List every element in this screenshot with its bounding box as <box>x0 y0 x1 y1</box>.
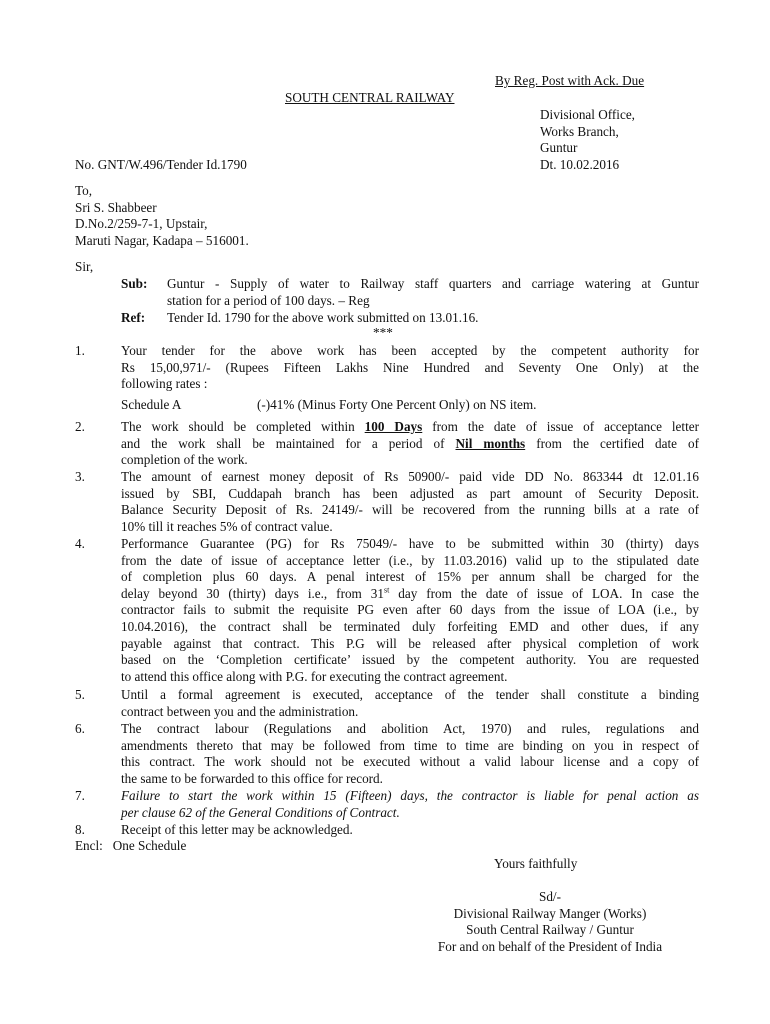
schedule-label: Schedule A <box>121 397 182 412</box>
point-line: Balance Security Deposit of Rs. 24149/- will be recovered from the running bills at a rate of <box>121 502 699 518</box>
point-line <box>121 419 699 436</box>
point-2 <box>121 419 699 469</box>
point-number: 6. <box>75 721 85 736</box>
point-line: Your tender for the above work has been accepted by the competent authority for <box>121 343 699 358</box>
addressee-name: Sri S. Shabbeer <box>75 199 157 215</box>
point-line: Failure to start the work within 15 (Fifteen) days, the contractor is liable for penal action as <box>121 788 699 803</box>
point-1 <box>121 343 699 393</box>
point-number: 2. <box>75 419 85 434</box>
text-run: The work should be completed within <box>121 419 365 434</box>
point-line: The contract labour (Regulations and abolition Act, 1970) and rules, regulations and <box>121 721 699 736</box>
point-line: per clause 62 of the General Conditions of Contract. <box>121 804 400 820</box>
addressee-to: To, <box>75 183 93 198</box>
point-7 <box>121 788 699 821</box>
subject-line: Guntur - Supply of water to Railway staff quarters and carriage watering at Guntur <box>167 276 699 291</box>
salutation: Sir, <box>75 259 94 274</box>
post-mode: By Reg. Post with Ack. Due <box>495 73 645 88</box>
yours-faithfully: Yours faithfully <box>494 856 578 871</box>
schedule-value: (-)41% (Minus Forty One Percent Only) on NS item. <box>257 397 537 412</box>
text-run: day from the date of issue of LOA. In case the <box>389 585 699 601</box>
enclosure: Encl: One Schedule <box>75 838 187 853</box>
point-line: amendments thereto that may be followed from time to time are binding on you in respect of <box>121 737 699 753</box>
point-line: Performance Guarantee (PG) for Rs 75049/- have to be submitted within 30 (thirty) days <box>121 536 699 551</box>
point-line: contractor fails to submit the requisite PG even after 60 days from the issue of LOA (i.e., by <box>121 602 699 618</box>
point-line: based on the ‘Completion certificate’ issued by the competent authority. You are requested <box>121 652 699 668</box>
point-line: following rates : <box>121 376 208 392</box>
point-line: completion of the work. <box>121 452 248 468</box>
point-number: 4. <box>75 536 85 551</box>
point-line: the same to be forwarded to this office for record. <box>121 770 383 786</box>
point-number: 5. <box>75 687 85 702</box>
addressee-line: Maruti Nagar, Kadapa – 516001. <box>75 232 249 248</box>
duration-days: 100 Days <box>364 419 423 434</box>
letter-date: Dt. 10.02.2016 <box>540 156 620 172</box>
point-line: payable against that contract. This P.G will be released after physical completion of work <box>121 635 699 651</box>
point-number: 3. <box>75 469 85 484</box>
point-number: 8. <box>75 822 85 837</box>
reference-number: No. GNT/W.496/Tender Id.1790 <box>75 157 247 172</box>
ref-text: Tender Id. 1790 for the above work submitted on 13.01.16. <box>167 310 479 325</box>
office-line: Works Branch, <box>540 123 619 139</box>
office-address <box>540 107 635 173</box>
separator: *** <box>373 325 393 340</box>
subject-label: Sub: <box>121 276 148 291</box>
text-run: from the certified date of <box>525 435 700 451</box>
point-number: 7. <box>75 788 85 803</box>
point-line <box>121 436 699 453</box>
on-behalf: For and on behalf of the President of India <box>437 938 663 954</box>
point-line: to attend this office along with P.G. for executing the contract agreement. <box>121 668 508 684</box>
addressee-line: D.No.2/259-7-1, Upstair, <box>75 216 208 232</box>
addressee-block <box>75 183 249 249</box>
point-line: Rs 15,00,971/- (Rupees Fifteen Lakhs Nine Hundred and Seventy One Only) at the <box>121 359 699 375</box>
point-line: contract between you and the administration. <box>121 703 359 719</box>
text-run: and the work shall be maintained for a period of <box>121 435 456 451</box>
point-line <box>121 586 699 603</box>
point-6 <box>121 721 699 787</box>
point-line: of completion plus 60 days. A penal interest of 15% per annum shall be charged for the <box>121 569 699 585</box>
point-line: this contract. The work should not be executed without a valid labour license and a copy of <box>121 754 699 770</box>
office-line: Guntur <box>540 140 578 156</box>
designation: Divisional Railway Manger (Works) <box>453 905 647 921</box>
point-line: 10% till it reaches 5% of contract value. <box>121 518 333 534</box>
text-run: from the date of issue of acceptance letter <box>422 419 699 434</box>
office-line: Divisional Office, <box>540 107 635 122</box>
point-line: The amount of earnest money deposit of Rs 50900/- paid vide DD No. 863344 dt 12.01.16 <box>121 469 699 484</box>
signed: Sd/- <box>539 889 561 904</box>
subject-text <box>167 276 699 309</box>
ref-label: Ref: <box>121 310 146 325</box>
point-3 <box>121 469 699 535</box>
maintenance-months: Nil months <box>455 435 526 451</box>
signatory-org: South Central Railway / Guntur <box>466 922 634 938</box>
point-line: 10.04.2016), the contract shall be terminated duly forfeiting EMD and other dues, if any <box>121 618 699 634</box>
organization-title: SOUTH CENTRAL RAILWAY <box>285 90 455 105</box>
point-4 <box>121 536 699 685</box>
point-number: 1. <box>75 343 85 358</box>
point-5 <box>121 687 699 720</box>
point-line: issued by SBI, Cuddapah branch has been adjusted as part amount of Security Deposit. <box>121 485 699 501</box>
superscript: st <box>383 585 390 595</box>
point-8: Receipt of this letter may be acknowledged. <box>121 822 353 837</box>
point-line: Until a formal agreement is executed, acceptance of the tender shall constitute a binding <box>121 687 699 702</box>
point-line: from the date of issue of acceptance letter (i.e., by 11.03.2016) valid up to the stipulated date <box>121 552 699 568</box>
signature-block <box>422 889 678 955</box>
text-run: delay beyond 30 (thirty) days i.e., from 31 <box>121 585 384 601</box>
subject-line: station for a period of 100 days. – Reg <box>167 292 370 308</box>
